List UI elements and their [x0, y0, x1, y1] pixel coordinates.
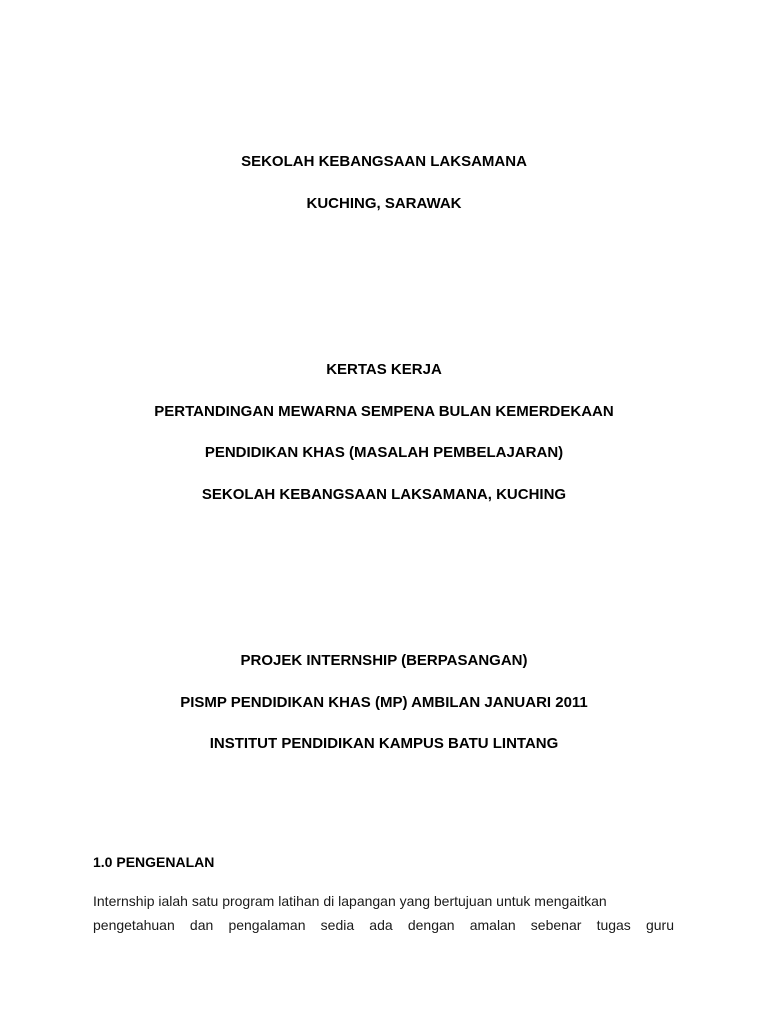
school-name: SEKOLAH KEBANGSAAN LAKSAMANA: [241, 153, 527, 170]
school-location: KUCHING, SARAWAK: [306, 195, 462, 212]
paragraph-line-1: Internship ialah satu program latihan di lapangan yang bertujuan untuk mengaitkan: [93, 893, 607, 909]
paper-title-line-2: PERTANDINGAN MEWARNA SEMPENA BULAN KEMERDEKAAN: [154, 403, 614, 420]
project-info-line-2: PISMP PENDIDIKAN KHAS (MP) AMBILAN JANUARI 2011: [180, 694, 588, 711]
paper-title-line-1: KERTAS KERJA: [326, 361, 442, 378]
paragraph-line-2: pengetahuan dan pengalaman sedia ada dengan amalan sebenar tugas guru: [93, 917, 674, 933]
project-info-line-3: INSTITUT PENDIDIKAN KAMPUS BATU LINTANG: [209, 735, 559, 752]
paper-title-line-4: SEKOLAH KEBANGSAAN LAKSAMANA, KUCHING: [201, 486, 567, 503]
project-info-line-1: PROJEK INTERNSHIP (BERPASANGAN): [240, 652, 528, 669]
paper-title-line-3: PENDIDIKAN KHAS (MASALAH PEMBELAJARAN): [204, 444, 564, 461]
section-heading: 1.0 PENGENALAN: [93, 854, 215, 870]
